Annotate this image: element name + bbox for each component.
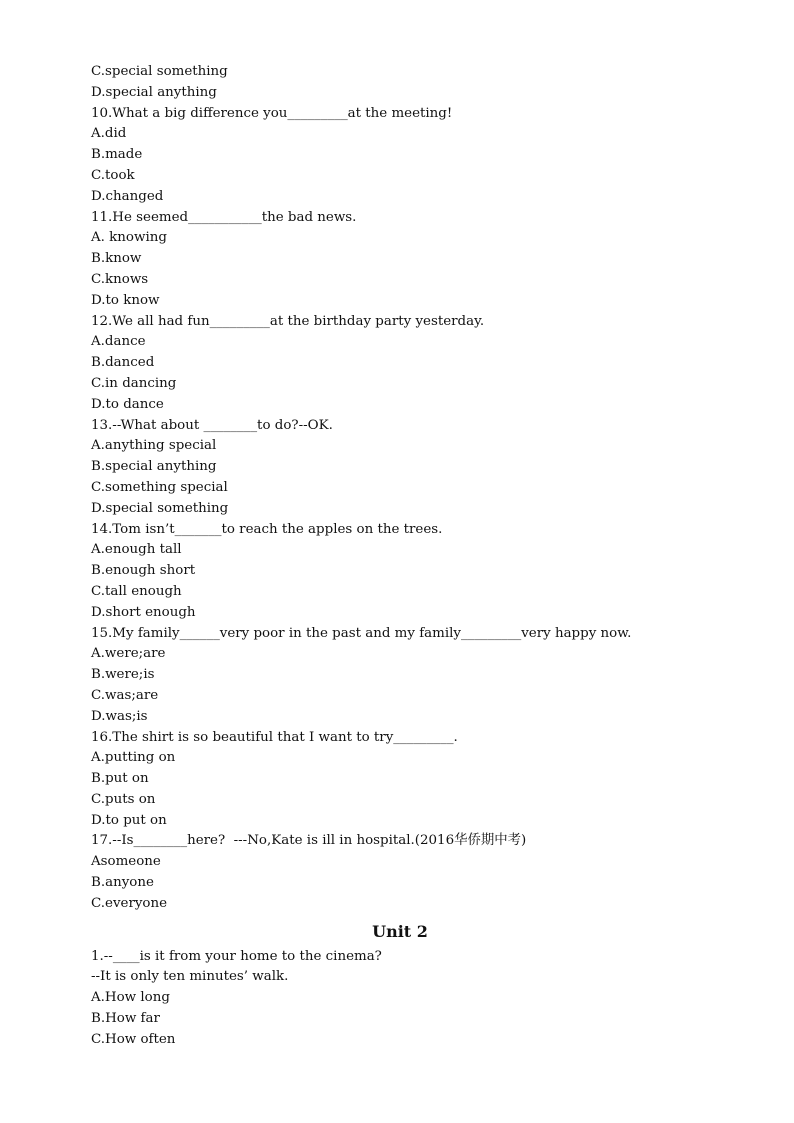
option-line: C.tall enough (91, 583, 182, 599)
option-line: C.How often (91, 1031, 176, 1047)
option-line: D.special anything (91, 84, 217, 100)
question-line: 14.Tom isn’t_______to reach the apples on the trees. (91, 521, 443, 537)
option-line: B.anyone (91, 875, 154, 891)
option-line: A.dance (91, 334, 146, 350)
question-line: 11.He seemed___________the bad news. (91, 209, 357, 225)
option-line: B.How far (91, 1011, 160, 1027)
option-line: B.special anything (91, 459, 217, 475)
question-line: 17.--Is________here? ---No,Kate is ill in hospital.(2016华侨期中考) (91, 833, 527, 849)
option-line: A.putting on (91, 750, 176, 766)
question-line: 16.The shirt is so beautiful that I want to try_________. (91, 729, 458, 745)
option-line: Asomeone (91, 854, 161, 870)
option-line: D.short enough (91, 604, 196, 620)
option-line: D.changed (91, 188, 164, 204)
option-line: D.was;is (91, 708, 148, 724)
option-line: A.were;are (91, 646, 166, 662)
unit-2-questions (91, 947, 731, 1051)
option-line: C.something special (91, 479, 228, 495)
option-line: B.put on (91, 771, 149, 787)
option-line: A.anything special (91, 438, 217, 454)
option-line: B.know (91, 251, 142, 267)
option-line: C.puts on (91, 791, 156, 807)
option-line: C.everyone (91, 895, 168, 911)
question-line: --It is only ten minutes’ walk. (91, 969, 289, 985)
option-line: D.to put on (91, 812, 167, 828)
option-line: A.did (91, 126, 127, 142)
option-line: D.to know (91, 292, 160, 308)
option-line: C.knows (91, 271, 149, 287)
option-line: C.was;are (91, 687, 159, 703)
option-line: B.made (91, 147, 143, 163)
option-line: B.enough short (91, 563, 196, 579)
option-line: A. knowing (91, 230, 167, 246)
option-line: C.in dancing (91, 375, 177, 391)
option-line: A.How long (91, 990, 170, 1006)
unit-heading: Unit 2 (372, 921, 428, 941)
question-line: 15.My family______very poor in the past and my family_________very happy now. (91, 625, 632, 641)
option-line: C.special something (91, 64, 228, 79)
option-line: A.enough tall (91, 542, 182, 558)
option-line: C.took (91, 167, 135, 183)
document-page (91, 62, 731, 1051)
option-line: B.danced (91, 355, 155, 371)
unit-1-questions (91, 62, 731, 915)
question-line: 10.What a big difference you_________at the meeting! (91, 105, 453, 121)
option-line: D.to dance (91, 396, 164, 412)
option-line: D.special something (91, 500, 229, 516)
option-line: B.were;is (91, 667, 155, 683)
question-line: 12.We all had fun_________at the birthday party yesterday. (91, 313, 485, 329)
question-line: 13.--What about ________to do?--OK. (91, 417, 333, 433)
question-line: 1.--____is it from your home to the cinema? (91, 948, 382, 964)
